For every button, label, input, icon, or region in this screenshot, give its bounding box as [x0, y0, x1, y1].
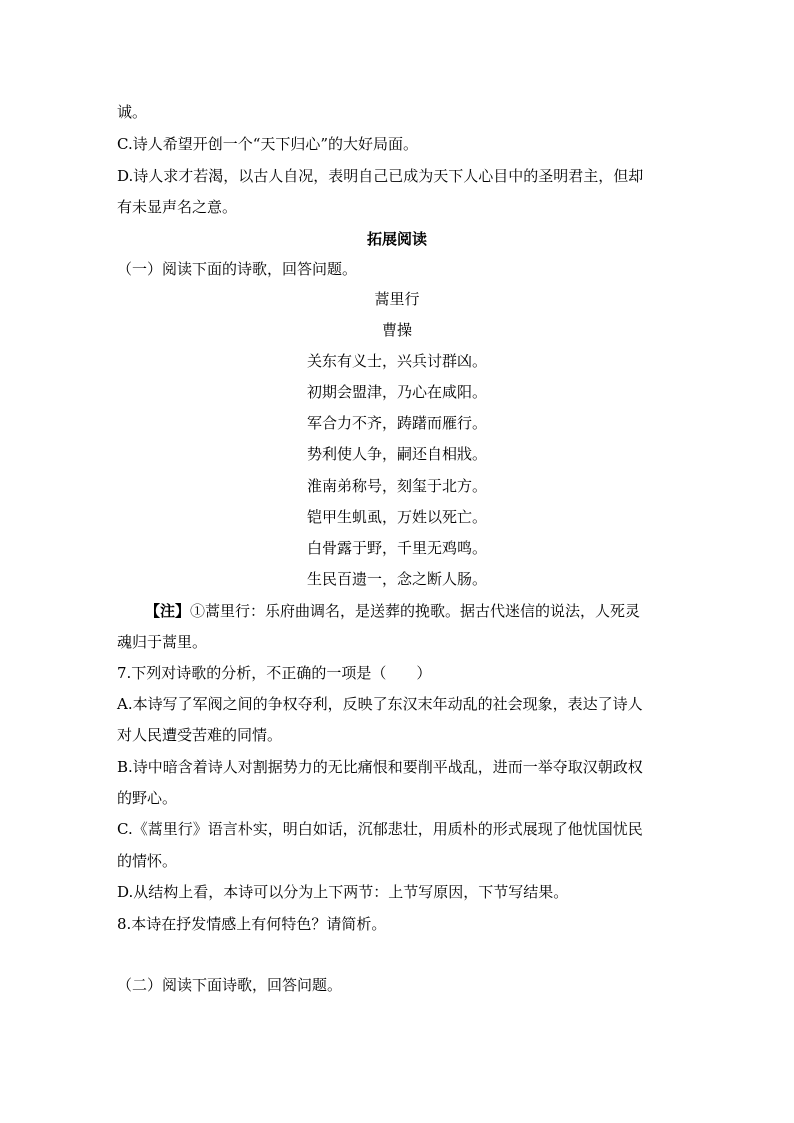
option-c-prev: C.诗人希望开创一个“天下归心”的大好局面。: [117, 135, 419, 153]
option-d: D.从结构上看，本诗可以分为上下两节：上节写原因，下节写结果。: [117, 883, 569, 901]
note-cont: 魂归于蒿里。: [117, 633, 208, 651]
option-c-cont: 的情怀。: [117, 852, 178, 870]
poem-line: 铠甲生虮虱，万姓以死亡。: [306, 508, 487, 526]
note-label: 【注】: [145, 602, 191, 620]
poem-line: 生民百遗一，念之断人肠。: [306, 570, 487, 588]
question-7: 7.下列对诗歌的分析，不正确的一项是（ ）: [117, 664, 432, 682]
poem-line: 白骨露于野，千里无鸡鸣。: [306, 539, 487, 557]
poem-line: 淮南弟称号，刻玺于北方。: [306, 477, 487, 495]
option-d-prev-cont: 有未显声名之意。: [117, 198, 238, 216]
option-c: C.《蒿里行》语言朴实，明白如话，沉郁悲壮，用质朴的形式展现了他忧国忧民: [117, 820, 643, 838]
note: [145, 601, 640, 621]
text-line: 诚。: [117, 103, 148, 121]
poem-line: 势利使人争，嗣还自相戕。: [306, 445, 487, 463]
option-a-cont: 对人民遭受苦难的同情。: [117, 726, 283, 744]
option-d-prev: D.诗人求才若渴，以古人自况，表明自己已成为天下人心目中的圣明君主，但却: [117, 167, 644, 185]
question-8: 8.本诗在抒发情感上有何特色？请简析。: [117, 915, 387, 933]
poem-author: 曹操: [381, 321, 412, 339]
part2-intro: （二）阅读下面诗歌，回答问题。: [117, 976, 343, 994]
poem-title: 蒿里行: [374, 290, 420, 308]
poem-line: 关东有义士，兴兵讨群凶。: [306, 352, 487, 370]
option-a: A.本诗写了军阀之间的争权夺利，反映了东汉末年动乱的社会现象，表达了诗人: [117, 695, 643, 713]
option-b-cont: 的野心。: [117, 789, 178, 807]
note-text: ①蒿里行：乐府曲调名，是送葬的挽歌。据古代迷信的说法，人死灵: [190, 602, 641, 620]
poem-line: 初期会盟津，乃心在咸阳。: [306, 383, 487, 401]
poem-line: 军合力不齐，踌躇而雁行。: [306, 414, 487, 432]
option-b: B.诗中暗含着诗人对割据势力的无比痛恨和要削平战乱，进而一举夺取汉朝政权: [117, 758, 643, 776]
part1-intro: （一）阅读下面的诗歌，回答问题。: [117, 260, 358, 278]
section-title: 拓展阅读: [366, 230, 427, 248]
